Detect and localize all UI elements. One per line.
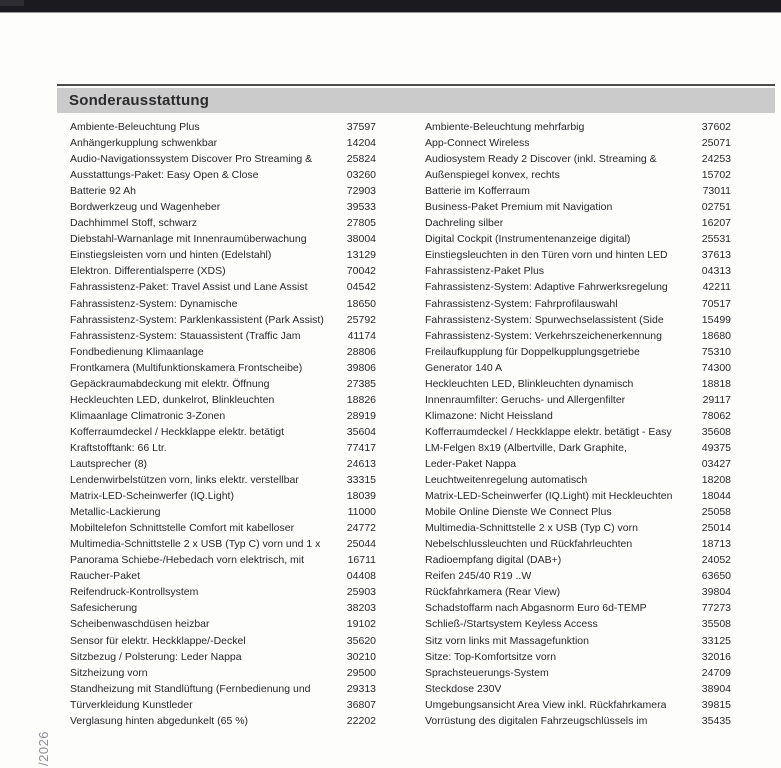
- equipment-row: [70, 504, 376, 520]
- equipment-code: 75310: [701, 345, 731, 358]
- equipment-label: Einstiegsleisten vorn und hinten (Edelstahl): [70, 249, 272, 262]
- equipment-code: 25044: [346, 538, 376, 551]
- equipment-row: [425, 697, 731, 713]
- equipment-label: Lendenwirbelstützen vorn, links elektr. verstellbar: [70, 474, 299, 487]
- equipment-code: 33315: [346, 474, 376, 487]
- equipment-row: [425, 713, 731, 729]
- equipment-code: 25014: [701, 522, 731, 535]
- equipment-row: [425, 600, 731, 616]
- equipment-label: Kofferraumdeckel / Heckklappe elektr. betätigt: [70, 425, 285, 438]
- equipment-code: 19102: [346, 618, 376, 631]
- equipment-row: [70, 681, 376, 697]
- equipment-list: [57, 119, 775, 729]
- equipment-label: Mobile Online Dienste We Connect Plus: [425, 506, 612, 519]
- equipment-row: [425, 520, 731, 536]
- equipment-label: Audio-Navigationssystem Discover Pro Streaming &: [70, 153, 313, 166]
- equipment-label: Türverkleidung Kunstleder: [70, 698, 193, 711]
- equipment-row: [70, 376, 376, 392]
- equipment-row: [425, 231, 731, 247]
- equipment-row: [70, 520, 376, 536]
- equipment-label: Radioempfang digital (DAB+): [425, 554, 562, 567]
- equipment-code: 27385: [346, 377, 376, 390]
- equipment-label: Fahrassistenz-System: Spurwechselassistent (Side: [425, 313, 664, 326]
- equipment-code: 24613: [346, 458, 376, 470]
- equipment-label: Scheibenwaschdüsen heizbar: [70, 618, 210, 631]
- equipment-label: Dachreling silber: [425, 217, 504, 230]
- equipment-label: Reifen 245/40 R19 ..W: [425, 570, 532, 583]
- equipment-code: 37613: [701, 249, 731, 262]
- equipment-row: [70, 231, 376, 247]
- equipment-code: 13129: [346, 249, 376, 262]
- equipment-row: [425, 296, 731, 312]
- equipment-label: Sprachsteuerungs-System: [425, 666, 549, 679]
- equipment-row: [70, 616, 376, 632]
- equipment-row: [70, 135, 376, 151]
- equipment-label: Innenraumfilter: Geruchs- und Allergenfilter: [425, 393, 626, 406]
- equipment-label: Freilaufkupplung für Doppelkupplungsgetriebe: [425, 345, 640, 358]
- equipment-code: 15702: [701, 169, 731, 182]
- equipment-label: Fahrassistenz-System: Verkehrszeichenerkennung: [425, 329, 662, 342]
- equipment-row: [70, 263, 376, 279]
- equipment-code: 29313: [346, 682, 376, 695]
- equipment-label: Frontkamera (Multifunktionskamera Frontscheibe): [70, 361, 303, 374]
- equipment-code: 35435: [701, 714, 731, 727]
- equipment-code: 18039: [346, 490, 376, 503]
- equipment-label: Sitzbezug / Polsterung: Leder Nappa: [70, 650, 242, 663]
- equipment-code: 24052: [701, 554, 731, 567]
- equipment-label: Nebelschlussleuchten und Rückfahrleuchten: [425, 538, 633, 551]
- equipment-code: 28919: [346, 409, 376, 422]
- equipment-row: [425, 328, 731, 344]
- equipment-row: [425, 344, 731, 360]
- equipment-code: 04313: [701, 265, 731, 278]
- equipment-label: Ambiente-Beleuchtung mehrfarbig: [425, 121, 585, 134]
- equipment-label: Kraftstofftank: 66 Ltr.: [70, 441, 167, 454]
- equipment-code: 03427: [701, 458, 731, 470]
- equipment-label: Lautsprecher (8): [70, 458, 148, 470]
- equipment-column-left: [70, 119, 376, 729]
- equipment-label: Einstiegsleuchten in den Türen vorn und hinten LED: [425, 249, 668, 262]
- equipment-label: Diebstahl-Warnanlage mit Innenraumüberwachung: [70, 233, 307, 246]
- equipment-label: Business-Paket Premium mit Navigation: [425, 201, 613, 214]
- equipment-label: Rückfahrkamera (Rear View): [425, 586, 561, 599]
- equipment-label: Sitzheizung vorn: [70, 666, 148, 679]
- equipment-code: 03260: [346, 169, 376, 182]
- equipment-label: Elektron. Differentialsperre (XDS): [70, 265, 226, 278]
- equipment-row: [70, 215, 376, 231]
- equipment-code: 49375: [701, 441, 731, 454]
- equipment-label: Fahrassistenz-System: Stauassistent (Traffic Jam: [70, 329, 301, 342]
- equipment-column-right: [425, 119, 731, 729]
- equipment-row: [70, 713, 376, 729]
- equipment-row: [425, 440, 731, 456]
- equipment-row: [425, 681, 731, 697]
- equipment-row: [425, 504, 731, 520]
- equipment-row: [425, 167, 731, 183]
- equipment-code: 25792: [346, 313, 376, 326]
- equipment-row: [70, 408, 376, 424]
- equipment-code: 22202: [346, 714, 376, 727]
- equipment-label: Multimedia-Schnittstelle 2 x USB (Typ C) vorn und 1 x: [70, 538, 321, 551]
- equipment-code: 25071: [701, 137, 731, 150]
- equipment-row: [425, 263, 731, 279]
- equipment-label: Matrix-LED-Scheinwerfer (IQ.Light) mit Heckleuchten: [425, 490, 673, 503]
- window-top-bar: [0, 0, 781, 13]
- equipment-label: Fahrassistenz-System: Dynamische: [70, 297, 238, 310]
- equipment-row: [425, 119, 731, 135]
- equipment-row: [425, 633, 731, 649]
- equipment-row: [425, 472, 731, 488]
- equipment-row: [70, 360, 376, 376]
- equipment-label: Heckleuchten LED, dunkelrot, Blinkleuchten: [70, 393, 275, 406]
- equipment-code: 18680: [701, 329, 731, 342]
- equipment-row: [70, 488, 376, 504]
- equipment-code: 25531: [701, 233, 731, 246]
- equipment-code: 35620: [346, 634, 376, 647]
- equipment-label: Klimazone: Nicht Heissland: [425, 409, 553, 422]
- equipment-label: Steckdose 230V: [425, 682, 502, 695]
- section-divider: [57, 84, 775, 86]
- equipment-row: [425, 215, 731, 231]
- equipment-row: [70, 472, 376, 488]
- equipment-code: 70042: [346, 265, 376, 278]
- equipment-code: 33125: [701, 634, 731, 647]
- equipment-row: [70, 296, 376, 312]
- equipment-row: [70, 568, 376, 584]
- equipment-label: Multimedia-Schnittstelle 2 x USB (Typ C) vorn: [425, 522, 638, 535]
- equipment-row: [70, 440, 376, 456]
- equipment-label: Digital Cockpit (Instrumentenanzeige digital): [425, 233, 631, 246]
- equipment-code: 24709: [701, 666, 731, 679]
- equipment-label: Schließ-/Startsystem Keyless Access: [425, 618, 598, 631]
- equipment-code: 11000: [347, 506, 376, 519]
- equipment-label: Safesicherung: [70, 602, 138, 615]
- equipment-row: [70, 328, 376, 344]
- equipment-label: Verglasung hinten abgedunkelt (65 %): [70, 714, 249, 727]
- equipment-code: 38904: [701, 682, 731, 695]
- equipment-row: [425, 408, 731, 424]
- equipment-label: Umgebungsansicht Area View inkl. Rückfahrkamera: [425, 698, 667, 711]
- equipment-code: 38203: [346, 602, 376, 615]
- equipment-label: App-Connect Wireless: [425, 137, 530, 150]
- equipment-label: Panorama Schiebe-/Hebedach vorn elektrisch, mit: [70, 554, 305, 567]
- equipment-code: 37602: [701, 121, 731, 134]
- equipment-code: 02751: [701, 201, 731, 214]
- section-title: Sonderausstattung: [69, 92, 210, 109]
- equipment-row: [425, 135, 731, 151]
- equipment-label: Sitze: Top-Komfortsitze vorn: [425, 650, 557, 663]
- equipment-code: 04542: [346, 281, 376, 294]
- equipment-row: [70, 536, 376, 552]
- equipment-code: 16207: [701, 217, 731, 230]
- equipment-code: 42211: [702, 281, 731, 294]
- equipment-row: [70, 344, 376, 360]
- equipment-code: 36807: [346, 698, 376, 711]
- equipment-code: 28806: [346, 345, 376, 358]
- equipment-label: Fahrassistenz-System: Parklenkassistent (Park Assist): [70, 313, 324, 326]
- equipment-label: Bordwerkzeug und Wagenheber: [70, 201, 221, 214]
- equipment-code: 29500: [346, 666, 376, 679]
- equipment-label: Leuchtweitenregelung automatisch: [425, 474, 588, 487]
- equipment-label: Batterie im Kofferraum: [425, 185, 530, 198]
- equipment-code: 35508: [701, 618, 731, 631]
- equipment-row: [425, 312, 731, 328]
- equipment-label: Leder-Paket Nappa: [425, 458, 517, 470]
- equipment-code: 73011: [702, 185, 731, 198]
- equipment-label: Standheizung mit Standlüftung (Fernbedienung und: [70, 682, 311, 695]
- equipment-code: 70517: [701, 297, 731, 310]
- equipment-code: 25824: [346, 153, 376, 166]
- equipment-code: 18650: [346, 297, 376, 310]
- equipment-row: [70, 167, 376, 183]
- equipment-label: Fahrassistenz-System: Adaptive Fahrwerksregelung: [425, 281, 668, 294]
- equipment-row: [425, 424, 731, 440]
- equipment-code: 38004: [346, 233, 376, 246]
- equipment-label: Batterie 92 Ah: [70, 185, 136, 198]
- equipment-row: [425, 616, 731, 632]
- equipment-row: [70, 665, 376, 681]
- equipment-row: [70, 633, 376, 649]
- equipment-row: [425, 376, 731, 392]
- equipment-label: Ambiente-Beleuchtung Plus: [70, 121, 200, 134]
- equipment-label: Audiosystem Ready 2 Discover (inkl. Streaming &: [425, 153, 657, 166]
- equipment-label: Reifendruck-Kontrollsystem: [70, 586, 199, 599]
- equipment-label: Generator 140 A: [425, 361, 503, 374]
- equipment-code: 29117: [702, 393, 731, 406]
- equipment-code: 77273: [701, 602, 731, 615]
- equipment-row: [70, 584, 376, 600]
- equipment-code: 18713: [701, 538, 731, 551]
- equipment-row: [70, 392, 376, 408]
- equipment-label: Fahrassistenz-Paket Plus: [425, 265, 545, 278]
- equipment-code: 04408: [346, 570, 376, 583]
- equipment-label: LM-Felgen 8x19 (Albertville, Dark Graphite,: [425, 441, 627, 454]
- equipment-code: 41174: [347, 329, 376, 342]
- equipment-row: [425, 568, 731, 584]
- equipment-row: [425, 456, 731, 472]
- equipment-code: 15499: [701, 313, 731, 326]
- equipment-row: [425, 649, 731, 665]
- equipment-row: [70, 183, 376, 199]
- equipment-row: [70, 600, 376, 616]
- equipment-label: Mobiltelefon Schnittstelle Comfort mit kabelloser: [70, 522, 295, 535]
- equipment-code: 32016: [701, 650, 731, 663]
- equipment-row: [425, 536, 731, 552]
- equipment-code: 74300: [701, 361, 731, 374]
- equipment-code: 16711: [347, 554, 376, 567]
- equipment-row: [70, 649, 376, 665]
- window-tab-fragment: [0, 0, 24, 6]
- equipment-label: Fahrassistenz-Paket: Travel Assist und Lane Assist: [70, 281, 308, 294]
- equipment-row: [425, 665, 731, 681]
- equipment-row: [425, 488, 731, 504]
- equipment-code: 18818: [701, 377, 731, 390]
- equipment-label: Sensor für elektr. Heckklappe/-Deckel: [70, 634, 246, 647]
- equipment-label: Kofferraumdeckel / Heckklappe elektr. betätigt - Easy: [425, 425, 672, 438]
- equipment-label: Vorrüstung des digitalen Fahrzeugschlüssels im: [425, 714, 648, 727]
- equipment-code: 63650: [701, 570, 731, 583]
- equipment-label: Sitz vorn links mit Massagefunktion: [425, 634, 589, 647]
- equipment-row: [425, 151, 731, 167]
- equipment-code: 37597: [346, 121, 376, 134]
- equipment-row: [425, 279, 731, 295]
- equipment-row: [70, 456, 376, 472]
- equipment-label: Klimaanlage Climatronic 3-Zonen: [70, 409, 226, 422]
- equipment-code: 78062: [701, 409, 731, 422]
- equipment-label: Metallic-Lackierung: [70, 506, 161, 519]
- equipment-label: Heckleuchten LED, Blinkleuchten dynamisch: [425, 377, 634, 390]
- equipment-label: Dachhimmel Stoff, schwarz: [70, 217, 198, 230]
- equipment-code: 18044: [701, 490, 731, 503]
- equipment-row: [70, 697, 376, 713]
- equipment-label: Ausstattungs-Paket: Easy Open & Close: [70, 169, 259, 182]
- equipment-row: [70, 151, 376, 167]
- equipment-row: [425, 247, 731, 263]
- equipment-code: 39815: [701, 698, 731, 711]
- equipment-row: [70, 424, 376, 440]
- equipment-label: Außenspiegel konvex, rechts: [425, 169, 560, 182]
- equipment-row: [70, 279, 376, 295]
- equipment-code: 30210: [346, 650, 376, 663]
- page-edge-vertical-text: /2026: [36, 730, 51, 766]
- equipment-label: Fahrassistenz-System: Fahrprofilauswahl: [425, 297, 618, 310]
- equipment-code: 35604: [346, 425, 376, 438]
- equipment-code: 39806: [346, 361, 376, 374]
- equipment-code: 24772: [346, 522, 376, 535]
- equipment-label: Matrix-LED-Scheinwerfer (IQ.Light): [70, 490, 234, 503]
- equipment-row: [425, 392, 731, 408]
- equipment-code: 24253: [701, 153, 731, 166]
- equipment-row: [425, 360, 731, 376]
- equipment-label: Schadstoffarm nach Abgasnorm Euro 6d-TEMP: [425, 602, 647, 615]
- equipment-label: Fondbedienung Klimaanlage: [70, 345, 204, 358]
- equipment-code: 39533: [346, 201, 376, 214]
- equipment-code: 14204: [346, 137, 376, 150]
- equipment-row: [425, 584, 731, 600]
- equipment-code: 18208: [701, 474, 731, 487]
- equipment-row: [70, 199, 376, 215]
- equipment-code: 35608: [701, 425, 731, 438]
- equipment-row: [70, 119, 376, 135]
- equipment-code: 18826: [346, 393, 376, 406]
- equipment-code: 72903: [346, 185, 376, 198]
- equipment-code: 39804: [701, 586, 731, 599]
- equipment-row: [70, 247, 376, 263]
- equipment-label: Anhängerkupplung schwenkbar: [70, 137, 218, 150]
- equipment-code: 77417: [346, 441, 376, 454]
- equipment-label: Raucher-Paket: [70, 570, 141, 583]
- equipment-row: [70, 312, 376, 328]
- equipment-row: [425, 183, 731, 199]
- equipment-code: 25058: [701, 506, 731, 519]
- equipment-code: 25903: [346, 586, 376, 599]
- section-header: [57, 88, 775, 113]
- equipment-label: Gepäckraumabdeckung mit elektr. Öffnung: [70, 377, 270, 390]
- equipment-row: [70, 552, 376, 568]
- equipment-row: [425, 552, 731, 568]
- equipment-row: [425, 199, 731, 215]
- equipment-code: 27805: [346, 217, 376, 230]
